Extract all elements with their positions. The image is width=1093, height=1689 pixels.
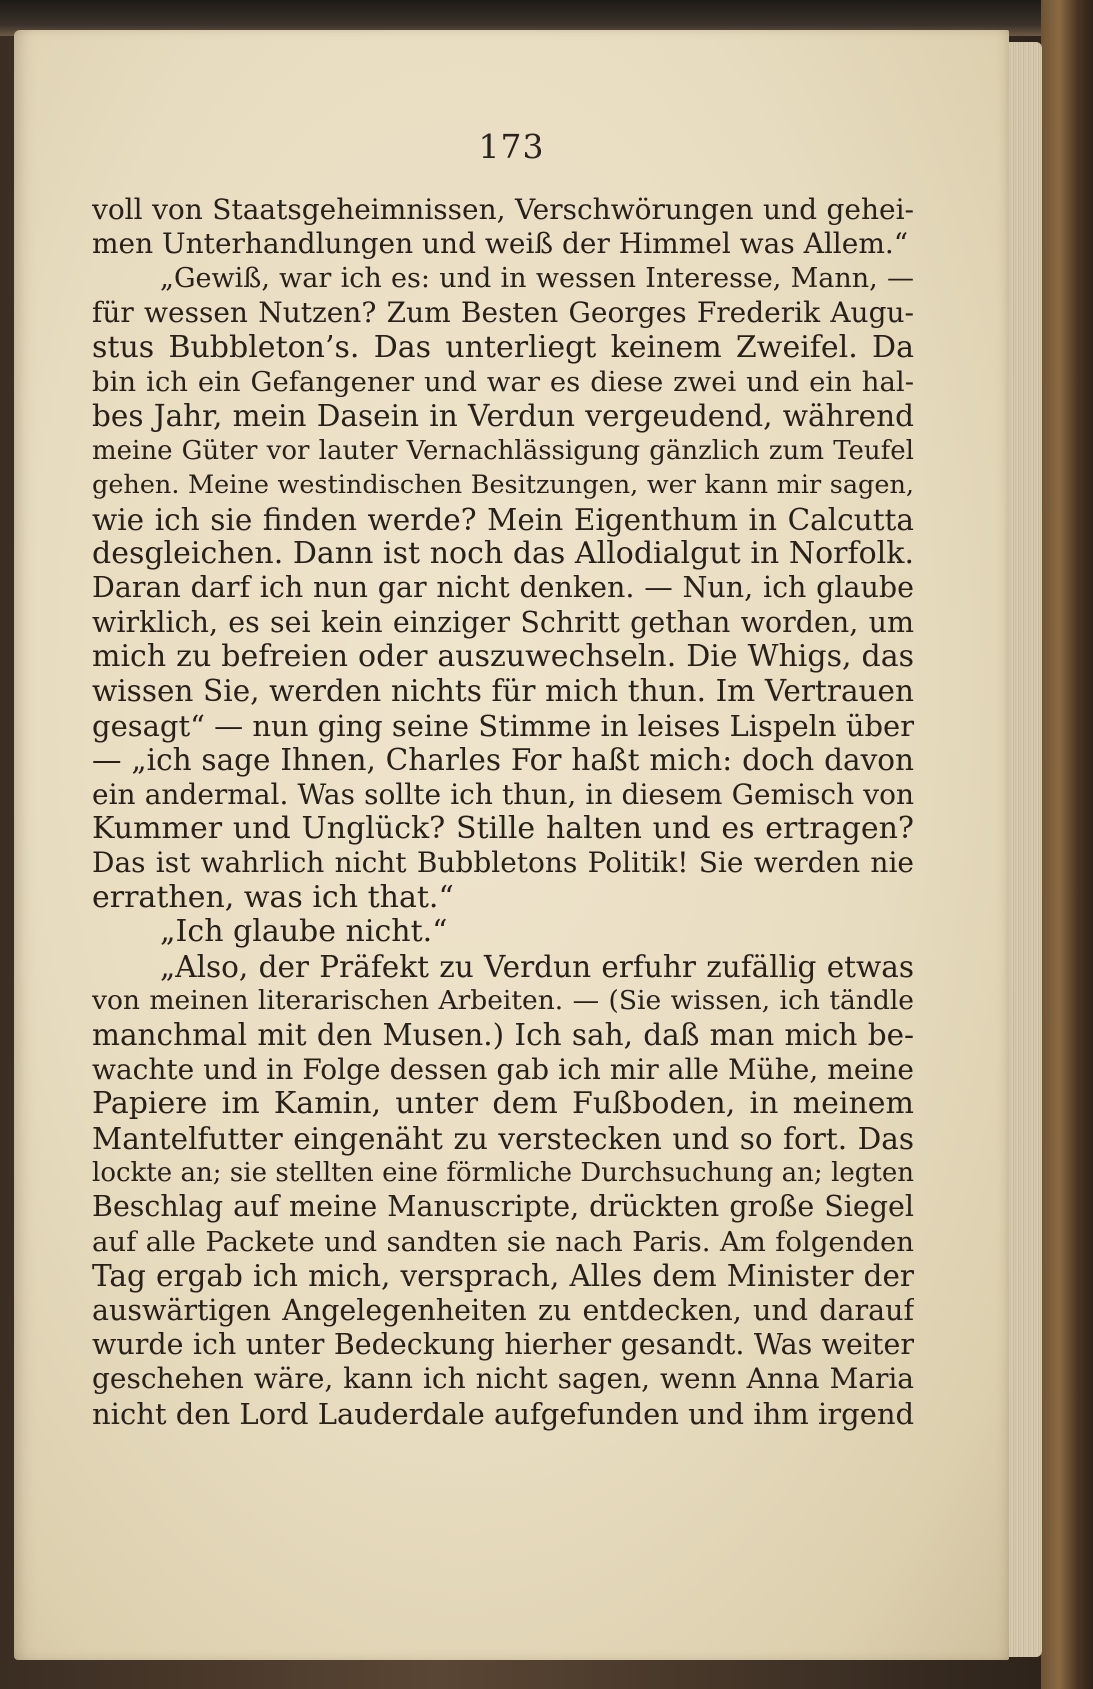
text-line: mich zu befreien oder auszuwechseln. Die Whigs, das	[92, 640, 914, 675]
text-line: manchmal mit den Musen.) Ich sah, daß man mich be-	[92, 1018, 914, 1053]
text-line: von meinen literarischen Arbeiten. — (Sie wissen, ich tändle	[92, 984, 914, 1016]
text-line: voll von Staatsgeheimnissen, Verschwörungen und gehei-	[92, 193, 914, 226]
text-line: — „ich sage Ihnen, Charles For haßt mich: doch davon	[92, 743, 914, 778]
text-line: Tag ergab ich mich, versprach, Alles dem Minister der	[92, 1259, 914, 1294]
text-line: lockte an; sie stellten eine förmliche Durchsuchung an; legten	[92, 1157, 914, 1188]
body-text	[92, 193, 914, 1431]
text-line: stus Bubbleton’s. Das unterliegt keinem Zweifel. Da	[92, 330, 914, 365]
text-line: Papiere im Kamin, unter dem Fußboden, in meinem	[92, 1087, 914, 1122]
book-cover-right-edge	[1041, 0, 1093, 1689]
text-line: desgleichen. Dann ist noch das Allodialgut in Norfolk.	[92, 536, 914, 571]
text-line: auf alle Packete und sandten sie nach Paris. Am folgenden	[92, 1225, 914, 1258]
text-line: auswärtigen Angelegenheiten zu entdecken, und darauf	[92, 1293, 914, 1327]
text-line: bes Jahr, mein Dasein in Verdun vergeudend, während	[92, 399, 914, 434]
text-line: wirklich, es sei kein einziger Schritt gethan worden, um	[92, 605, 914, 639]
page-stack-edges	[1004, 42, 1042, 1657]
text-line: bin ich ein Gefangener und war es diese zwei und ein hal-	[92, 365, 914, 398]
text-line: „Ich glaube nicht.“	[160, 915, 448, 950]
text-line: errathen, was ich that.“	[92, 880, 454, 915]
text-line: meine Güter vor lauter Vernachlässigung gänzlich zum Teufel	[92, 435, 914, 466]
text-line: „Gewiß, war ich es: und in wessen Interesse, Mann, —	[160, 262, 914, 294]
text-line: gehen. Meine westindischen Besitzungen, wer kann mir sagen,	[92, 470, 914, 501]
text-line: Das ist wahrlich nicht Bubbletons Politik! Sie werden nie	[92, 846, 914, 880]
text-line: geschehen wäre, kann ich nicht sagen, wenn Anna Maria	[92, 1362, 914, 1396]
text-line: Beschlag auf meine Manuscripte, drückten große Siegel	[92, 1190, 914, 1224]
text-line: men Unterhandlungen und weiß der Himmel was Allem.“	[92, 227, 909, 261]
text-line: Mantelfutter eingenäht zu verstecken und so fort. Das	[92, 1121, 914, 1156]
text-line: wurde ich unter Bedeckung hierher gesandt. Was weiter	[92, 1327, 914, 1361]
text-line: für wessen Nutzen? Zum Besten Georges Frederik Augu-	[92, 296, 914, 330]
book-page	[14, 30, 1009, 1660]
text-line: wissen Sie, werden nichts für mich thun. Im Vertrauen	[92, 674, 914, 709]
text-line: nicht den Lord Lauderdale aufgefunden und ihm irgend	[92, 1396, 914, 1431]
text-line: gesagt“ — nun ging seine Stimme in leises Lispeln über	[92, 708, 914, 743]
text-line: wie ich sie finden werde? Mein Eigenthum in Calcutta	[92, 502, 914, 537]
page-number: 173	[478, 127, 545, 166]
text-line: ein andermal. Was sollte ich thun, in diesem Gemisch von	[92, 777, 914, 811]
text-line: Daran darf ich nun gar nicht denken. — Nun, ich glaube	[92, 571, 914, 605]
text-line: Kummer und Unglück? Stille halten und es ertragen?	[92, 812, 914, 847]
text-line: „Also, der Präfekt zu Verdun erfuhr zufällig etwas	[160, 949, 914, 984]
text-line: wachte und in Folge dessen gab ich mir alle Mühe, meine	[92, 1052, 914, 1086]
